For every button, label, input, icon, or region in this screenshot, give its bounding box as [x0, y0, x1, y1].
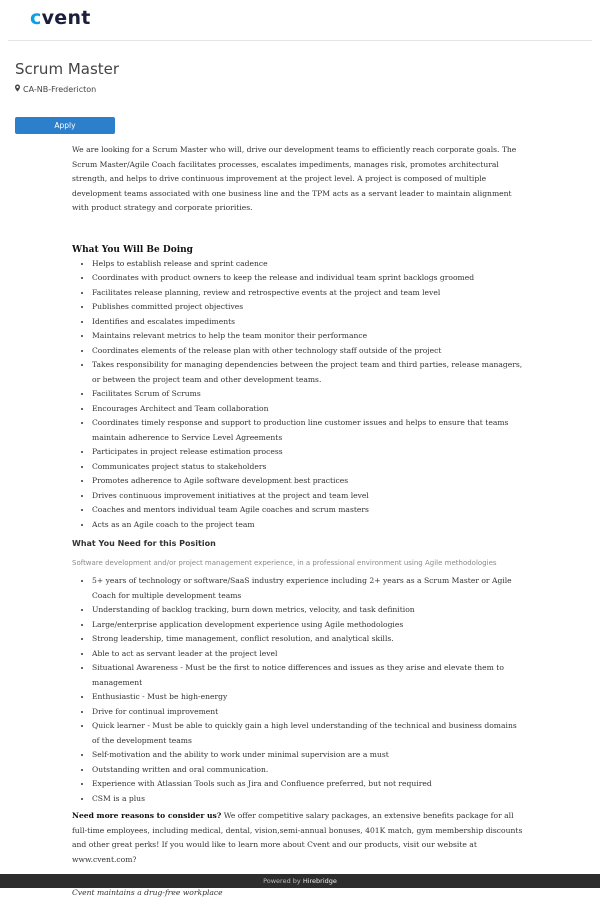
list-item: • Promotes adherence to Agile software development best practices	[92, 474, 524, 489]
list-item: • Coaches and mentors individual team Agile coaches and scrum masters	[92, 503, 524, 518]
list-item: • Drives continuous improvement initiatives at the project and team level	[92, 489, 524, 504]
job-title: Scrum Master	[15, 60, 120, 78]
list-item: • Situational Awareness - Must be the first to notice differences and issues as they arise and elevate them to management	[92, 661, 524, 690]
list-item: • Strong leadership, time management, conflict resolution, and analytical skills.	[92, 632, 524, 647]
list-item: • Experience with Atlassian Tools such as Jira and Confluence preferred, but not required	[92, 777, 524, 792]
list-item: • Self-motivation and the ability to work under minimal supervision are a must	[92, 748, 524, 763]
cvent-logo[interactable]: cvent	[30, 7, 91, 29]
list-item: • Outstanding written and oral communication.	[92, 763, 524, 778]
location-text: CA-NB-Fredericton	[23, 84, 97, 94]
list-item: • Quick learner - Must be able to quickly gain a high level understanding of the technical and business domains of the development teams	[92, 719, 524, 748]
closing-lead: Need more reasons to consider us?	[72, 811, 222, 820]
list-item: • Facilitates release planning, review and retrospective events at the project and team level	[92, 286, 524, 301]
section-heading-responsibilities: What You Will Be Doing	[72, 244, 193, 255]
list-item: • Large/enterprise application development experience using Agile methodologies	[92, 618, 524, 633]
list-item: • Communicates project status to stakeholders	[92, 460, 524, 475]
list-item: • Helps to establish release and sprint cadence	[92, 257, 524, 272]
list-item: • Publishes committed project objectives	[92, 300, 524, 315]
list-item: • 5+ years of technology or software/SaaS industry experience including 2+ years as a Scrum Master or Agile Coach for multiple development teams	[92, 574, 524, 603]
map-marker-icon	[15, 84, 20, 94]
list-item: • Encourages Architect and Team collaboration	[92, 402, 524, 417]
drug-free-statement: Cvent maintains a drug-free workplace	[72, 887, 223, 897]
footer	[0, 874, 600, 888]
responsibilities-list	[72, 257, 524, 533]
closing-paragraph	[72, 809, 524, 867]
list-item: • Drive for continual improvement	[92, 705, 524, 720]
list-item: • Enthusiastic - Must be high-energy	[92, 690, 524, 705]
job-description	[72, 143, 524, 900]
closing-text: We offer competitive salary packages, an extensive benefits package for all full-time employees, including medical, dental, vision,semi-annual bonuses, 401K match, gym membership discounts and other great perks! If you would like to learn more about Cvent and our products, visit our website at www.cvent.com?	[72, 811, 523, 864]
job-location	[15, 84, 96, 94]
list-item: • Participates in project release estimation process	[92, 445, 524, 460]
section-heading-requirements: What You Need for this Position	[72, 539, 216, 548]
requirements-subnote: Software development and/or project management experience, in a professional environment using Agile methodologies	[72, 559, 497, 567]
list-item: • Takes responsibility for managing dependencies between the project team and third parties, release managers, or between the project team and other development teams.	[92, 358, 524, 387]
list-item: • Understanding of backlog tracking, burn down metrics, velocity, and task definition	[92, 603, 524, 618]
site-header	[8, 0, 592, 41]
list-item: • CSM is a plus	[92, 792, 524, 807]
list-item: • Coordinates timely response and support to production line customer issues and helps to ensure that teams maintain adherence to Service Level Agreements	[92, 416, 524, 445]
list-item: • Coordinates elements of the release plan with other technology staff outside of the project	[92, 344, 524, 359]
list-item: • Maintains relevant metrics to help the team monitor their performance	[92, 329, 524, 344]
list-item: • Coordinates with product owners to keep the release and individual team sprint backlogs groomed	[92, 271, 524, 286]
requirements-list	[72, 574, 524, 806]
apply-button[interactable]: Apply	[15, 117, 115, 134]
footer-prefix: Powered by	[263, 877, 303, 885]
list-item: • Facilitates Scrum of Scrums	[92, 387, 524, 402]
intro-paragraph: We are looking for a Scrum Master who will, drive our development teams to efficiently reach corporate goals. The Scrum Master/Agile Coach facilitates processes, escalates impediments, manages risk, promotes architectural strength, and helps to drive continuous improvement at the project level. A project is composed of multiple development teams associated with one business line and the TPM acts as a servant leader to maintain alignment with product strategy and corporate priorities.	[72, 145, 517, 212]
list-item: • Able to act as servant leader at the project level	[92, 647, 524, 662]
list-item: • Identifies and escalates impediments	[92, 315, 524, 330]
hirebridge-link[interactable]: Hirebridge	[302, 877, 337, 885]
list-item: • Acts as an Agile coach to the project team	[92, 518, 524, 533]
